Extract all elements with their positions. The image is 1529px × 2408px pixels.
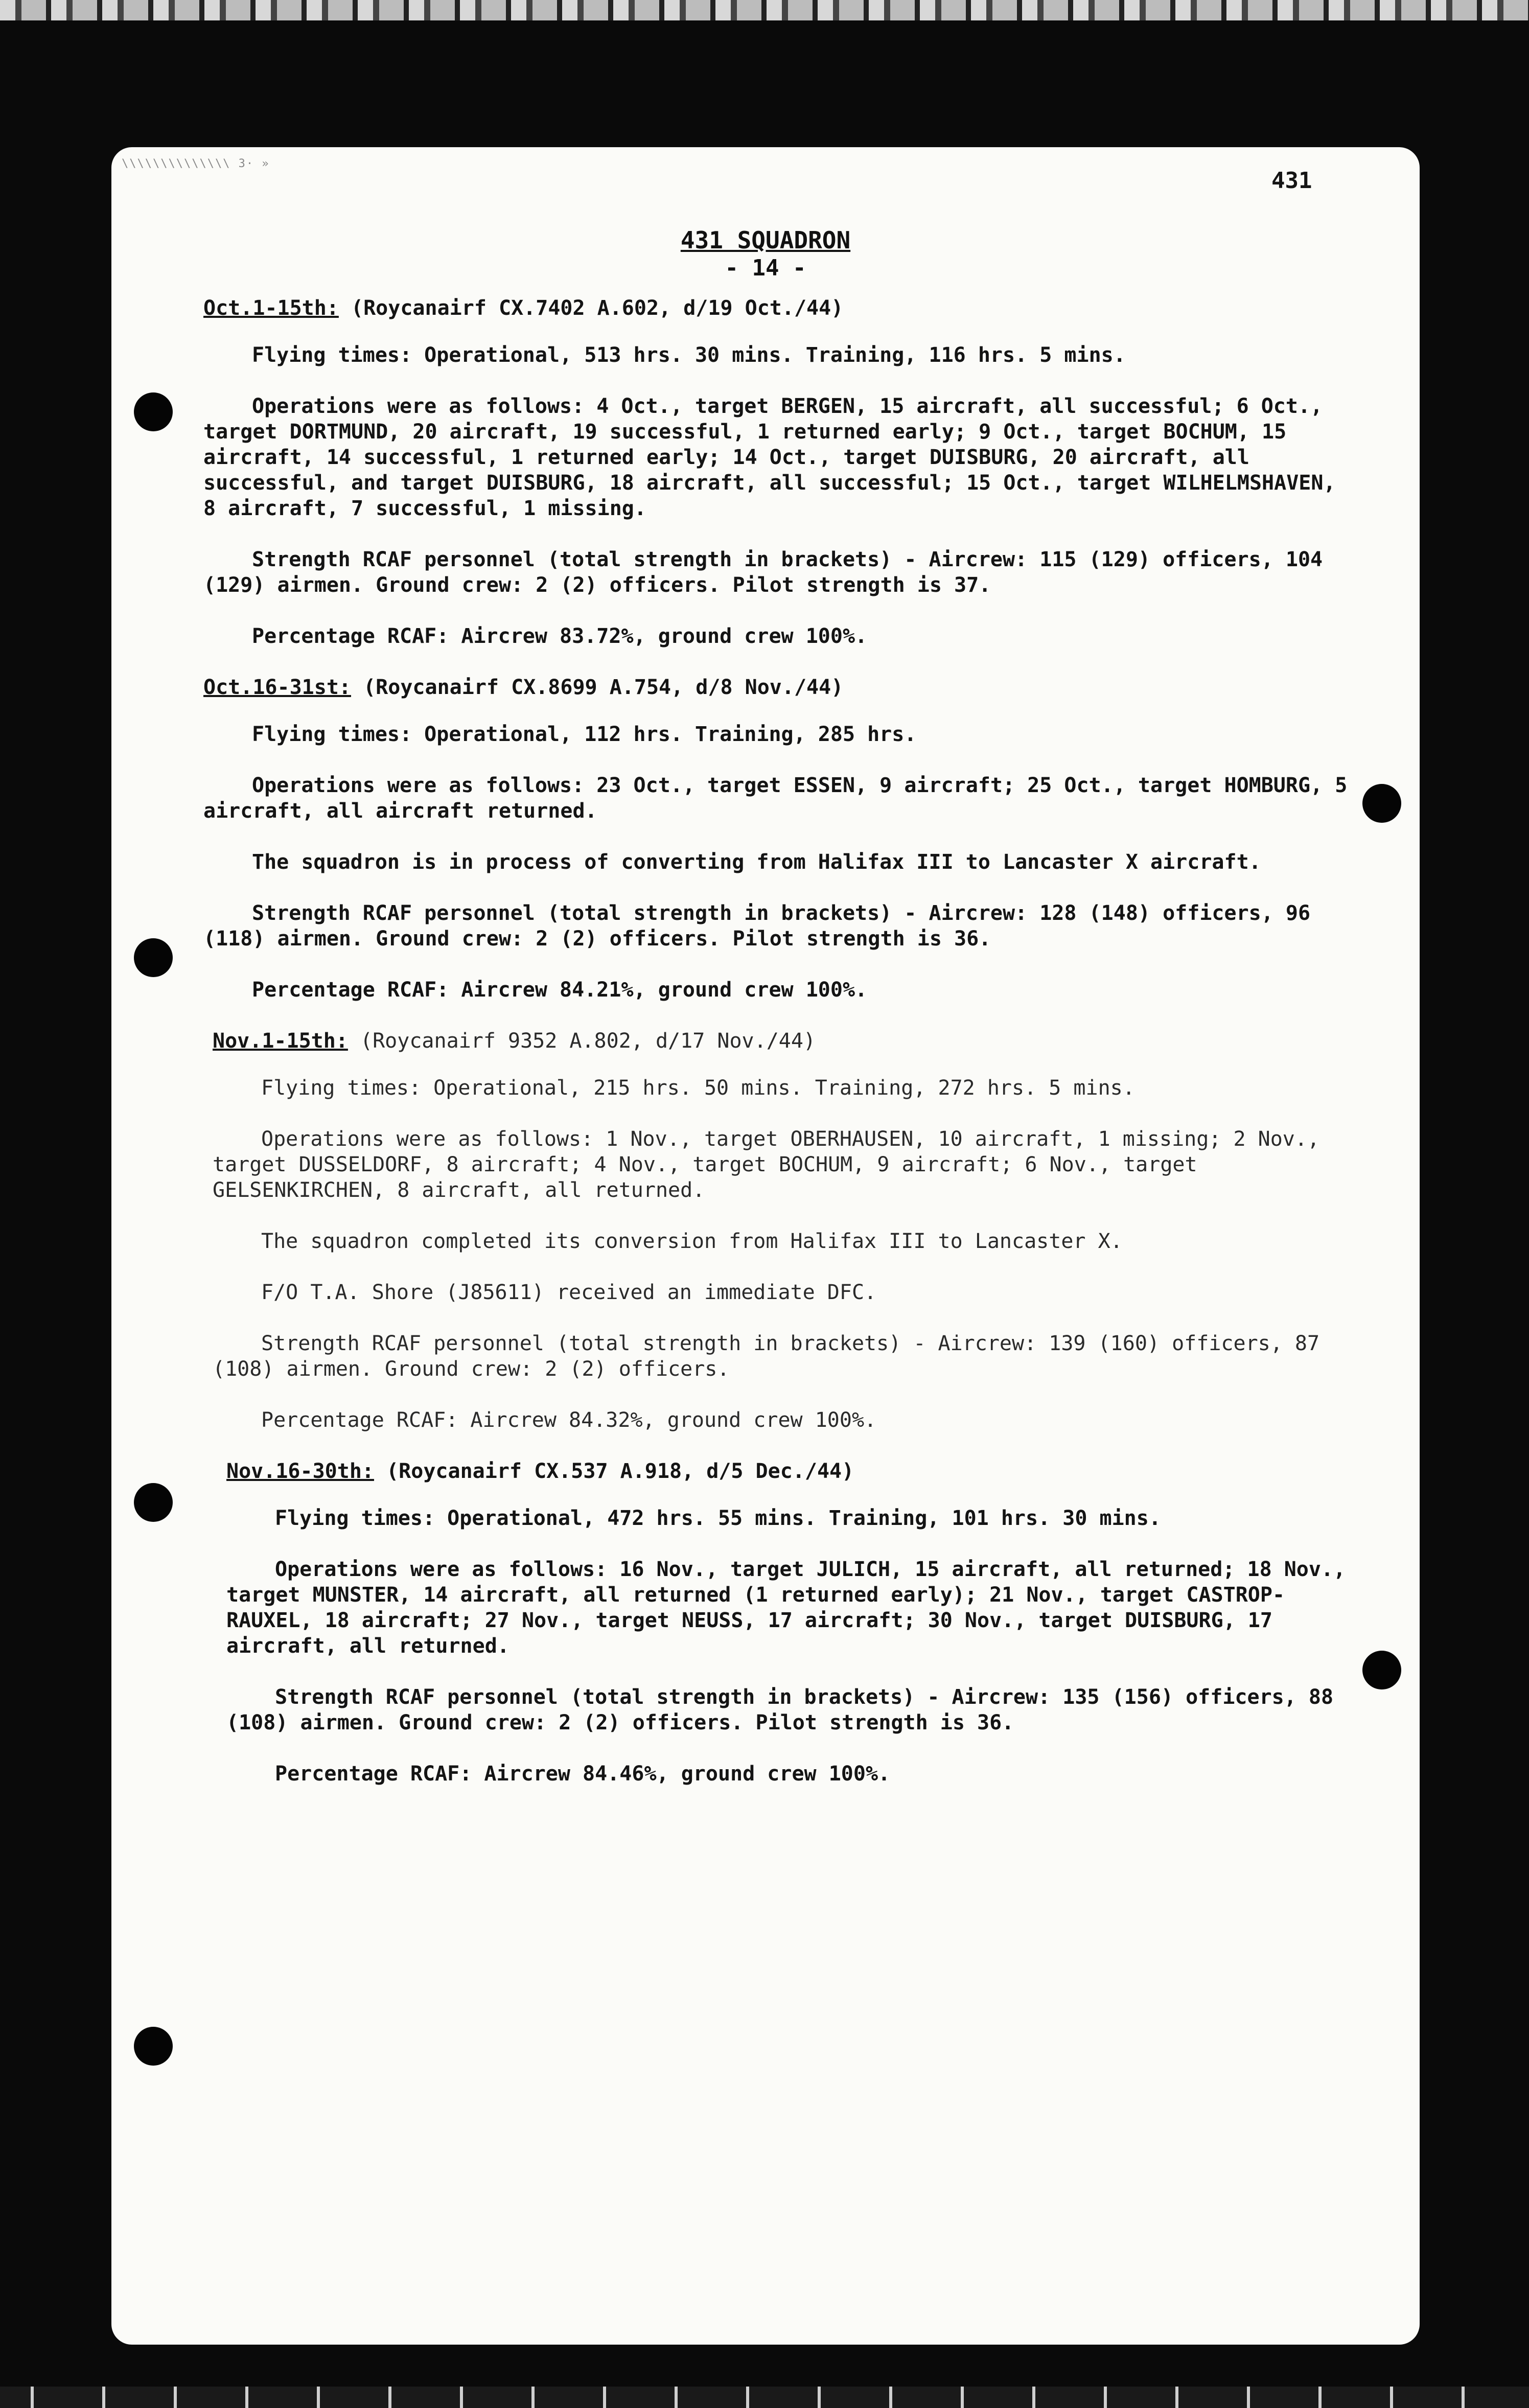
section-nov-1-15 [203,1028,1353,1433]
edge-mark: \\\\\\\\\\\\\\ 3· » [122,157,270,170]
conversion-paragraph: The squadron completed its conversion from Halifax III to Lancaster X. [261,1230,1123,1253]
award-paragraph: F/O T.A. Shore (J85611) received an immediate DFC. [261,1281,877,1304]
conversion-paragraph: The squadron is in process of converting from Halifax III to Lancaster X aircraft. [252,850,1261,874]
percentage-paragraph: Percentage RCAF: Aircrew 83.72%, ground crew 100%. [252,624,868,648]
flying-times: Flying times: Operational, 472 hrs. 55 mins. Training, 101 hrs. 30 mins. [275,1507,1161,1530]
title-block [111,226,1420,281]
operations-paragraph: Operations were as follows: 16 Nov., target JULICH, 15 aircraft, all returned; 18 Nov., target MUNSTER, 14 aircraft, all returned (1 returned early); 21 Nov., target CASTROP-RAUXEL, 18 aircraft; 27 Nov., target NEUSS, 17 aircraft; 30 Nov., target DUISBURG, 17 aircraft, all returned. [226,1558,1346,1658]
punch-hole [134,2027,173,2066]
percentage-paragraph: Percentage RCAF: Aircrew 84.32%, ground crew 100%. [261,1408,877,1432]
film-edge-bottom [0,2387,1529,2408]
page-number: 431 [1271,168,1312,194]
section-date: Oct.16-31st: [203,676,351,699]
punch-hole [134,938,173,977]
section-heading [226,1458,1353,1484]
flying-times: Flying times: Operational, 215 hrs. 50 mins. Training, 272 hrs. 5 mins. [261,1076,1135,1100]
squadron-title: 431 SQUADRON [680,226,851,254]
section-oct-1-15 [203,295,1353,649]
percentage-paragraph: Percentage RCAF: Aircrew 84.21%, ground crew 100%. [252,978,868,1002]
section-reference: (Roycanairf CX.537 A.918, d/5 Dec./44) [386,1460,854,1483]
section-date: Nov.16-30th: [226,1460,374,1483]
percentage-paragraph: Percentage RCAF: Aircrew 84.46%, ground crew 100%. [275,1762,891,1786]
punch-hole [1362,1651,1401,1689]
section-oct-16-31 [203,675,1353,1003]
operations-paragraph: Operations were as follows: 1 Nov., target OBERHAUSEN, 10 aircraft, 1 missing; 2 Nov., target DUSSELDORF, 8 aircraft; 4 Nov., target BOCHUM, 9 aircraft; 6 Nov., target GELSENKIRCHEN, 8 aircraft, all returned. [213,1127,1320,1202]
document-page [111,147,1420,2345]
punch-hole [1362,784,1401,823]
film-edge-top [0,0,1529,20]
strength-paragraph: Strength RCAF personnel (total strength in brackets) - Aircrew: 135 (156) officers, 88 (108) airmen. Ground crew: 2 (2) officers. Pilot strength is 36. [226,1685,1334,1734]
punch-hole [134,392,173,431]
punch-hole [134,1483,173,1522]
operations-paragraph: Operations were as follows: 4 Oct., target BERGEN, 15 aircraft, all successful; 6 Oct., target DORTMUND, 20 aircraft, 19 successful, 1 returned early; 9 Oct., target BOCHUM, 15 aircraft, 14 successful, 1 returned early; 14 Oct., target DUISBURG, 20 aircraft, all successful, and target DUISBURG, 18 aircraft, all successful; 15 Oct., target WILHELMSHAVEN, 8 aircraft, 7 successful, 1 missing. [203,395,1336,520]
section-heading [213,1028,1353,1054]
page-label: - 14 - [725,255,806,281]
strength-paragraph: Strength RCAF personnel (total strength in brackets) - Aircrew: 139 (160) officers, 87 (108) airmen. Ground crew: 2 (2) officers. [213,1332,1320,1381]
section-date: Oct.1-15th: [203,296,339,320]
strength-paragraph: Strength RCAF personnel (total strength in brackets) - Aircrew: 128 (148) officers, 96 (118) airmen. Ground crew: 2 (2) officers. Pilot strength is 36. [203,901,1311,951]
section-reference: (Roycanairf 9352 A.802, d/17 Nov./44) [360,1029,816,1053]
section-heading [203,295,1353,321]
section-heading [203,675,1353,700]
flying-times: Flying times: Operational, 513 hrs. 30 mins. Training, 116 hrs. 5 mins. [252,343,1126,367]
section-reference: (Roycanairf CX.7402 A.602, d/19 Oct./44) [351,296,844,320]
strength-paragraph: Strength RCAF personnel (total strength in brackets) - Aircrew: 115 (129) officers, 104 (129) airmen. Ground crew: 2 (2) officers. Pilot strength is 37. [203,548,1323,597]
section-reference: (Roycanairf CX.8699 A.754, d/8 Nov./44) [363,676,844,699]
flying-times: Flying times: Operational, 112 hrs. Training, 285 hrs. [252,723,917,746]
operations-paragraph: Operations were as follows: 23 Oct., target ESSEN, 9 aircraft; 25 Oct., target HOMBURG, 5 aircraft, all aircraft returned. [203,774,1348,823]
section-date: Nov.1-15th: [213,1029,348,1053]
section-nov-16-30 [203,1458,1353,1787]
document-body [203,295,1353,1812]
